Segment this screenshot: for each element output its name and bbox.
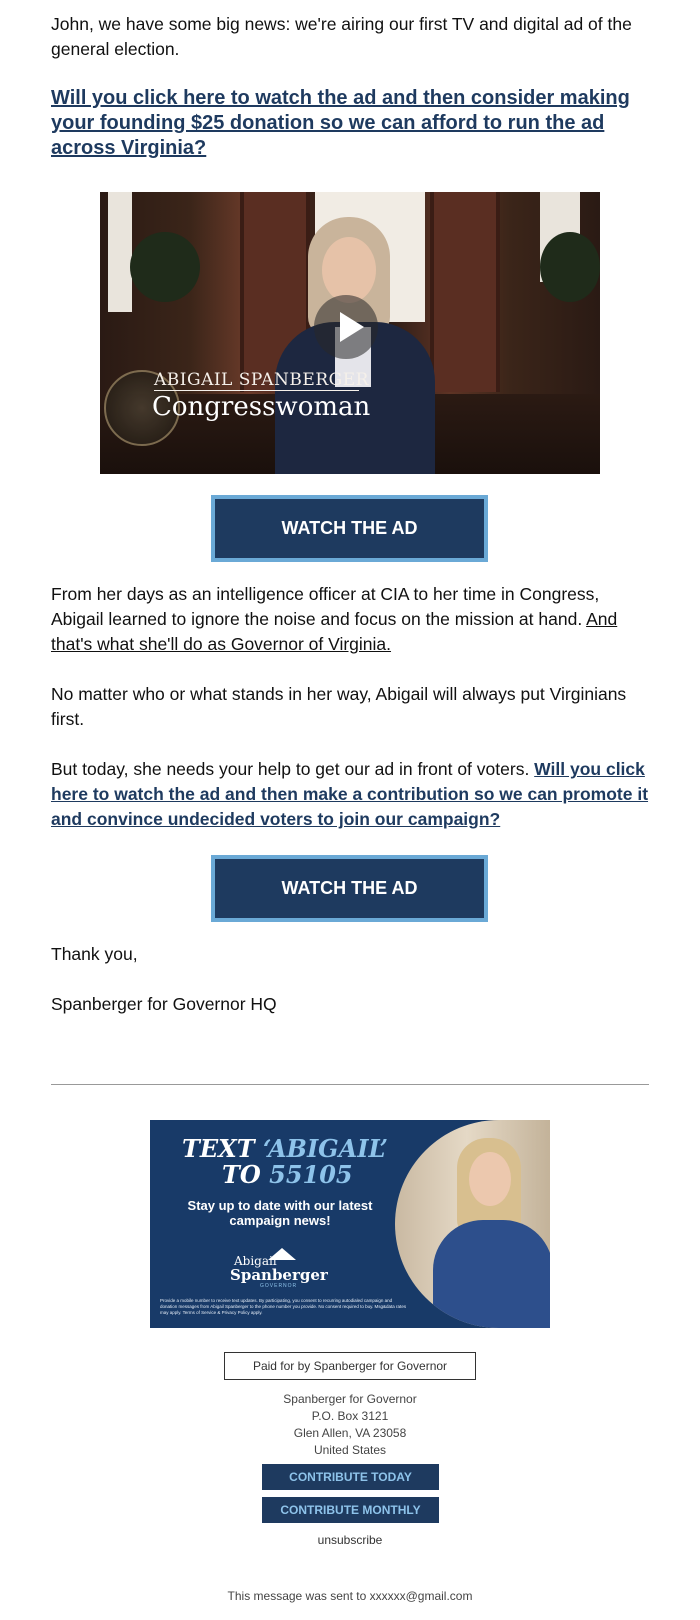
video-person-face [322,237,376,303]
banner-shortcode-line [222,1160,353,1189]
watch-ad-button-top[interactable]: WATCH THE AD [211,495,488,562]
contribute-today-button[interactable]: CONTRIBUTE TODAY [262,1464,439,1490]
text-signup-banner[interactable] [150,1120,550,1328]
video-caption-name: ABIGAIL SPANBERGER [154,370,369,390]
banner-shortcode: 55105 [269,1160,353,1189]
video-window-left [108,192,132,312]
intro-paragraph: John, we have some big news: we're airing our first TV and digital ad of the general election. [51,14,632,59]
footer-divider [51,1084,649,1085]
banner-to-word: TO [222,1160,270,1189]
banner-photo [395,1120,550,1328]
paragraph-cia-text: From her days as an intelligence officer at CIA to her time in Congress, Abigail learned to ignore the noise and focus on the mission at hand. [51,584,600,629]
contribute-link[interactable]: Will you click here to watch the ad and then make a contribution so we can promote it and convince undecided voters to join our campaign? [51,759,649,829]
video-plant-right [540,232,600,302]
video-caption-title: Congresswoman [152,392,371,422]
logo-last-name: Spanberger [230,1266,328,1284]
banner-text-word: TEXT [182,1134,263,1163]
play-icon [340,312,364,342]
banner-photo-face [469,1152,511,1206]
logo-office: GOVERNOR [260,1283,298,1289]
address-line-1: Spanberger for Governor [283,1392,417,1406]
video-door-right [430,192,500,392]
banner-photo-body [433,1220,550,1328]
banner-subtitle: Stay up to date with our latest campaign news! [187,1198,373,1228]
paragraph-help [51,757,651,832]
address-line-2: P.O. Box 3121 [311,1409,389,1423]
video-thumbnail[interactable] [100,192,600,474]
address-line-4: United States [313,1443,387,1457]
video-caption-rule [154,390,359,391]
paid-for-box: Paid for by Spanberger for Governor [224,1352,476,1380]
governor-link[interactable]: And that's what she'll do as Governor of Virginia. [51,609,618,654]
campaign-logo [228,1248,328,1292]
video-plant-left [130,232,200,302]
watch-ad-button-bottom[interactable]: WATCH THE AD [211,855,488,922]
unsubscribe-link[interactable]: unsubscribe [317,1533,383,1547]
logo-first-name: Abigail [234,1254,277,1268]
banner-keyword: ‘ABIGAIL’ [263,1134,389,1163]
paragraph-virginians: No matter who or what stands in her way, Abigail will always put Virginians first. [51,684,627,729]
address-line-3: Glen Allen, VA 23058 [293,1426,407,1440]
banner-fine-print: Provide a mobile number to receive text updates. By participating, you consent to recurring autodialed campaign and donation messages from Abigail Spanberger to the phone number you provide. No consent required to buy. Msg&data rates may apply. Terms of Service & Privacy Policy apply. [160,1298,407,1315]
paragraph-help-text: But today, she needs your help to get our ad in front of voters. [51,759,535,779]
signoff: Thank you, [51,944,138,964]
contribute-monthly-button[interactable]: CONTRIBUTE MONTHLY [262,1497,439,1523]
paragraph-cia [51,582,651,657]
signature: Spanberger for Governor HQ [51,994,277,1014]
banner-text-keyword [182,1134,388,1163]
sent-to-notice: This message was sent to xxxxxx@gmail.com [227,1589,473,1603]
lead-donate-link[interactable]: Will you click here to watch the ad and then consider making your founding $25 donation so we can afford to run the ad across Virginia? [51,87,630,159]
